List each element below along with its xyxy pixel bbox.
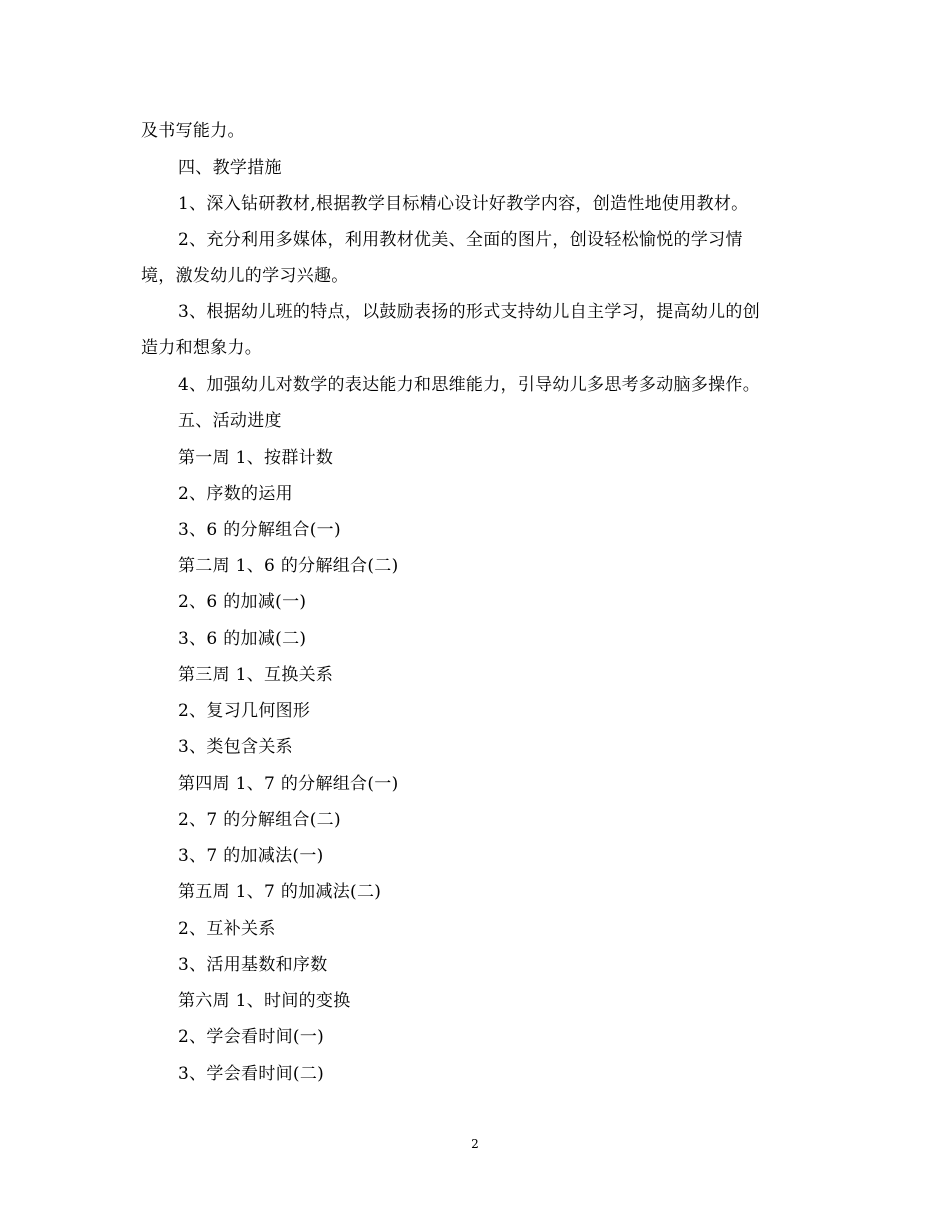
text-line: 1、深入钻研教材,根据教学目标精心设计好教学内容，创造性地使用教材。 xyxy=(178,194,749,214)
section-heading: 五、活动进度 xyxy=(178,411,282,431)
section-heading: 四、教学措施 xyxy=(178,158,282,178)
schedule-line: 2、序数的运用 xyxy=(178,484,293,504)
page-number: 2 xyxy=(471,1137,479,1151)
schedule-line: 3、学会看时间(二) xyxy=(178,1064,325,1084)
schedule-line: 2、7 的分解组合(二) xyxy=(178,810,341,830)
schedule-line: 3、活用基数和序数 xyxy=(178,955,328,975)
text-line: 3、根据幼儿班的特点，以鼓励表扬的形式支持幼儿自主学习，提高幼儿的创 xyxy=(178,302,761,322)
schedule-line: 第四周 1、7 的分解组合(一) xyxy=(178,774,399,794)
text-line: 造力和想象力。 xyxy=(141,338,263,358)
schedule-line: 3、7 的加减法(一) xyxy=(178,846,324,866)
schedule-line: 第二周 1、6 的分解组合(二) xyxy=(178,556,399,576)
schedule-line: 第三周 1、互换关系 xyxy=(178,665,334,685)
text-line: 2、充分利用多媒体，利用教材优美、全面的图片，创设轻松愉悦的学习情 xyxy=(178,230,743,250)
text-line: 及书写能力。 xyxy=(141,121,245,141)
schedule-line: 3、类包含关系 xyxy=(178,737,293,757)
schedule-line: 3、6 的加减(二) xyxy=(178,629,307,649)
schedule-line: 2、复习几何图形 xyxy=(178,701,311,721)
schedule-line: 2、6 的加减(一) xyxy=(178,592,307,612)
schedule-line: 第五周 1、7 的加减法(二) xyxy=(178,882,382,902)
schedule-line: 3、6 的分解组合(一) xyxy=(178,520,341,540)
schedule-line: 第六周 1、时间的变换 xyxy=(178,991,351,1011)
schedule-line: 2、互补关系 xyxy=(178,919,276,939)
text-line: 境，激发幼儿的学习兴趣。 xyxy=(141,266,349,286)
schedule-line: 第一周 1、按群计数 xyxy=(178,448,334,468)
schedule-line: 2、学会看时间(一) xyxy=(178,1027,325,1047)
text-line: 4、加强幼儿对数学的表达能力和思维能力，引导幼儿多思考多动脑多操作。 xyxy=(178,375,761,395)
